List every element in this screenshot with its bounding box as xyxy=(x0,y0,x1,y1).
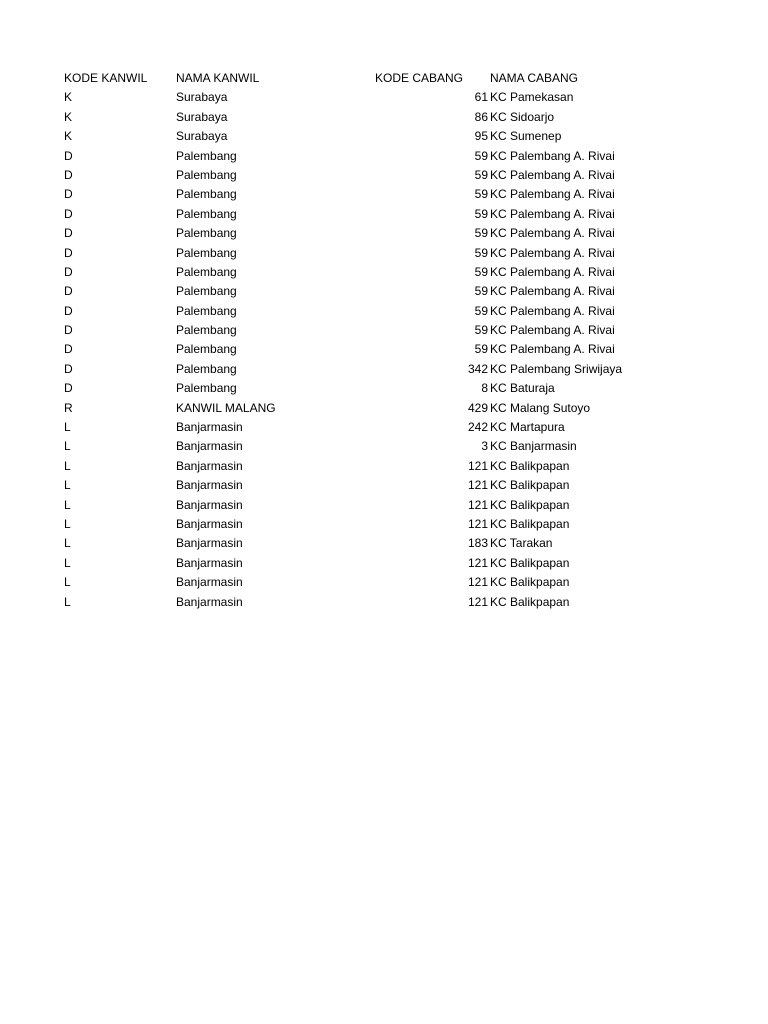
table-header-row xyxy=(0,69,768,88)
table-row xyxy=(0,437,768,456)
table-row xyxy=(0,476,768,495)
cell-nama-kanwil: Palembang xyxy=(176,323,237,338)
cell-kode-cabang: 121 xyxy=(467,575,488,590)
table-row xyxy=(0,515,768,534)
cell-nama-kanwil: Palembang xyxy=(176,245,237,260)
table-row xyxy=(0,224,768,243)
cell-nama-kanwil: Palembang xyxy=(176,284,237,299)
cell-nama-kanwil: Palembang xyxy=(176,206,237,221)
cell-nama-kanwil: Banjarmasin xyxy=(176,536,243,551)
cell-kode-kanwil: L xyxy=(64,439,71,454)
cell-kode-kanwil: D xyxy=(64,342,73,357)
cell-kode-cabang: 121 xyxy=(467,497,488,512)
cell-kode-kanwil: K xyxy=(64,90,73,105)
cell-kode-kanwil: D xyxy=(64,226,73,241)
cell-kode-kanwil: D xyxy=(64,148,73,163)
cell-nama-cabang: KC Palembang A. Rivai xyxy=(490,264,615,279)
cell-kode-kanwil: D xyxy=(64,284,73,299)
cell-kode-kanwil: L xyxy=(64,555,71,570)
table-row xyxy=(0,399,768,418)
cell-kode-cabang: 59 xyxy=(474,303,488,318)
table-row xyxy=(0,88,768,107)
cell-nama-cabang: KC Balikpapan xyxy=(490,458,570,473)
table-row xyxy=(0,379,768,398)
cell-kode-cabang: 121 xyxy=(467,478,488,493)
cell-kode-cabang: 86 xyxy=(474,109,488,124)
cell-nama-cabang: KC Balikpapan xyxy=(490,575,570,590)
cell-kode-cabang: 59 xyxy=(474,226,488,241)
table-row xyxy=(0,244,768,263)
cell-kode-kanwil: L xyxy=(64,478,71,493)
cell-nama-cabang: KC Martapura xyxy=(490,420,565,435)
cell-kode-kanwil: D xyxy=(64,187,73,202)
cell-nama-cabang: KC Palembang A. Rivai xyxy=(490,148,615,163)
cell-nama-cabang: KC Baturaja xyxy=(490,381,555,396)
cell-kode-kanwil: L xyxy=(64,594,71,609)
cell-kode-cabang: 429 xyxy=(467,400,488,415)
table-row xyxy=(0,147,768,166)
table-row xyxy=(0,457,768,476)
cell-nama-cabang: KC Pamekasan xyxy=(490,90,574,105)
cell-nama-kanwil: Banjarmasin xyxy=(176,594,243,609)
table-row xyxy=(0,321,768,340)
table-body xyxy=(0,88,768,612)
cell-nama-cabang: KC Palembang A. Rivai xyxy=(490,284,615,299)
table-row xyxy=(0,166,768,185)
cell-nama-kanwil: Banjarmasin xyxy=(176,575,243,590)
cell-nama-kanwil: Banjarmasin xyxy=(176,420,243,435)
cell-nama-kanwil: Banjarmasin xyxy=(176,516,243,531)
cell-kode-kanwil: L xyxy=(64,458,71,473)
table-row xyxy=(0,554,768,573)
cell-nama-kanwil: Palembang xyxy=(176,148,237,163)
cell-kode-cabang: 242 xyxy=(467,420,488,435)
table-row xyxy=(0,282,768,301)
table-row xyxy=(0,573,768,592)
cell-kode-cabang: 95 xyxy=(474,129,488,144)
cell-kode-kanwil: D xyxy=(64,303,73,318)
table-row xyxy=(0,127,768,146)
cell-kode-cabang: 183 xyxy=(467,536,488,551)
header-kode-kanwil: KODE KANWIL xyxy=(64,71,148,85)
cell-nama-cabang: KC Balikpapan xyxy=(490,497,570,512)
cell-kode-cabang: 59 xyxy=(474,148,488,163)
cell-kode-kanwil: D xyxy=(64,206,73,221)
cell-kode-kanwil: D xyxy=(64,381,73,396)
cell-kode-kanwil: D xyxy=(64,167,73,182)
cell-nama-cabang: KC Sidoarjo xyxy=(490,109,555,124)
cell-nama-kanwil: Palembang xyxy=(176,167,237,182)
cell-kode-cabang: 59 xyxy=(474,245,488,260)
cell-nama-kanwil: Surabaya xyxy=(176,129,228,144)
cell-kode-kanwil: L xyxy=(64,420,71,435)
cell-nama-cabang: KC Palembang A. Rivai xyxy=(490,245,615,260)
cell-kode-kanwil: L xyxy=(64,536,71,551)
cell-nama-kanwil: Palembang xyxy=(176,226,237,241)
cell-kode-kanwil: L xyxy=(64,497,71,512)
cell-nama-cabang: KC Palembang A. Rivai xyxy=(490,323,615,338)
table-row xyxy=(0,418,768,437)
cell-nama-cabang: KC Balikpapan xyxy=(490,516,570,531)
cell-nama-cabang: KC Palembang A. Rivai xyxy=(490,303,615,318)
cell-kode-cabang: 121 xyxy=(467,516,488,531)
cell-nama-kanwil: KANWIL MALANG xyxy=(176,400,276,415)
cell-kode-cabang: 59 xyxy=(474,206,488,221)
cell-nama-cabang: KC Balikpapan xyxy=(490,555,570,570)
table-row xyxy=(0,185,768,204)
cell-kode-kanwil: D xyxy=(64,264,73,279)
cell-nama-cabang: KC Palembang Sriwijaya xyxy=(490,361,623,376)
cell-nama-cabang: KC Palembang A. Rivai xyxy=(490,206,615,221)
cell-nama-kanwil: Surabaya xyxy=(176,90,228,105)
cell-nama-kanwil: Banjarmasin xyxy=(176,439,243,454)
cell-nama-cabang: KC Tarakan xyxy=(490,536,553,551)
cell-kode-cabang: 121 xyxy=(467,458,488,473)
cell-kode-cabang: 59 xyxy=(474,264,488,279)
cell-kode-kanwil: D xyxy=(64,361,73,376)
header-kode-cabang: KODE CABANG xyxy=(375,71,464,85)
cell-nama-kanwil: Banjarmasin xyxy=(176,497,243,512)
cell-nama-cabang: KC Balikpapan xyxy=(490,594,570,609)
cell-kode-cabang: 3 xyxy=(481,439,488,454)
cell-nama-cabang: KC Palembang A. Rivai xyxy=(490,167,615,182)
cell-kode-cabang: 342 xyxy=(467,361,488,376)
table-row xyxy=(0,108,768,127)
cell-nama-cabang: KC Palembang A. Rivai xyxy=(490,342,615,357)
cell-nama-cabang: KC Banjarmasin xyxy=(490,439,577,454)
cell-nama-kanwil: Palembang xyxy=(176,264,237,279)
cell-nama-kanwil: Palembang xyxy=(176,303,237,318)
header-nama-kanwil: NAMA KANWIL xyxy=(176,71,260,85)
cell-kode-cabang: 59 xyxy=(474,342,488,357)
cell-nama-cabang: KC Palembang A. Rivai xyxy=(490,187,615,202)
table-row xyxy=(0,360,768,379)
table-row xyxy=(0,496,768,515)
cell-kode-cabang: 59 xyxy=(474,284,488,299)
cell-nama-kanwil: Banjarmasin xyxy=(176,458,243,473)
table-row xyxy=(0,534,768,553)
cell-nama-cabang: KC Balikpapan xyxy=(490,478,570,493)
cell-kode-cabang: 8 xyxy=(481,381,488,396)
cell-nama-cabang: KC Malang Sutoyo xyxy=(490,400,591,415)
cell-kode-cabang: 59 xyxy=(474,167,488,182)
table-row xyxy=(0,205,768,224)
cell-nama-kanwil: Banjarmasin xyxy=(176,478,243,493)
cell-kode-cabang: 59 xyxy=(474,323,488,338)
cell-kode-kanwil: D xyxy=(64,245,73,260)
cell-kode-kanwil: K xyxy=(64,109,73,124)
header-nama-cabang: NAMA CABANG xyxy=(490,71,579,85)
cell-nama-cabang: KC Sumenep xyxy=(490,129,562,144)
branch-table xyxy=(0,69,768,612)
table-row xyxy=(0,340,768,359)
table-row xyxy=(0,593,768,612)
cell-kode-kanwil: K xyxy=(64,129,73,144)
cell-nama-kanwil: Palembang xyxy=(176,381,237,396)
cell-nama-kanwil: Surabaya xyxy=(176,109,228,124)
cell-kode-cabang: 61 xyxy=(474,90,488,105)
cell-kode-kanwil: L xyxy=(64,516,71,531)
cell-kode-cabang: 59 xyxy=(474,187,488,202)
cell-kode-cabang: 121 xyxy=(467,594,488,609)
cell-nama-kanwil: Palembang xyxy=(176,187,237,202)
cell-nama-cabang: KC Palembang A. Rivai xyxy=(490,226,615,241)
cell-kode-kanwil: R xyxy=(64,400,73,415)
table-row xyxy=(0,302,768,321)
cell-kode-kanwil: L xyxy=(64,575,71,590)
cell-nama-kanwil: Palembang xyxy=(176,361,237,376)
cell-nama-kanwil: Banjarmasin xyxy=(176,555,243,570)
cell-kode-kanwil: D xyxy=(64,323,73,338)
cell-nama-kanwil: Palembang xyxy=(176,342,237,357)
cell-kode-cabang: 121 xyxy=(467,555,488,570)
table-row xyxy=(0,263,768,282)
